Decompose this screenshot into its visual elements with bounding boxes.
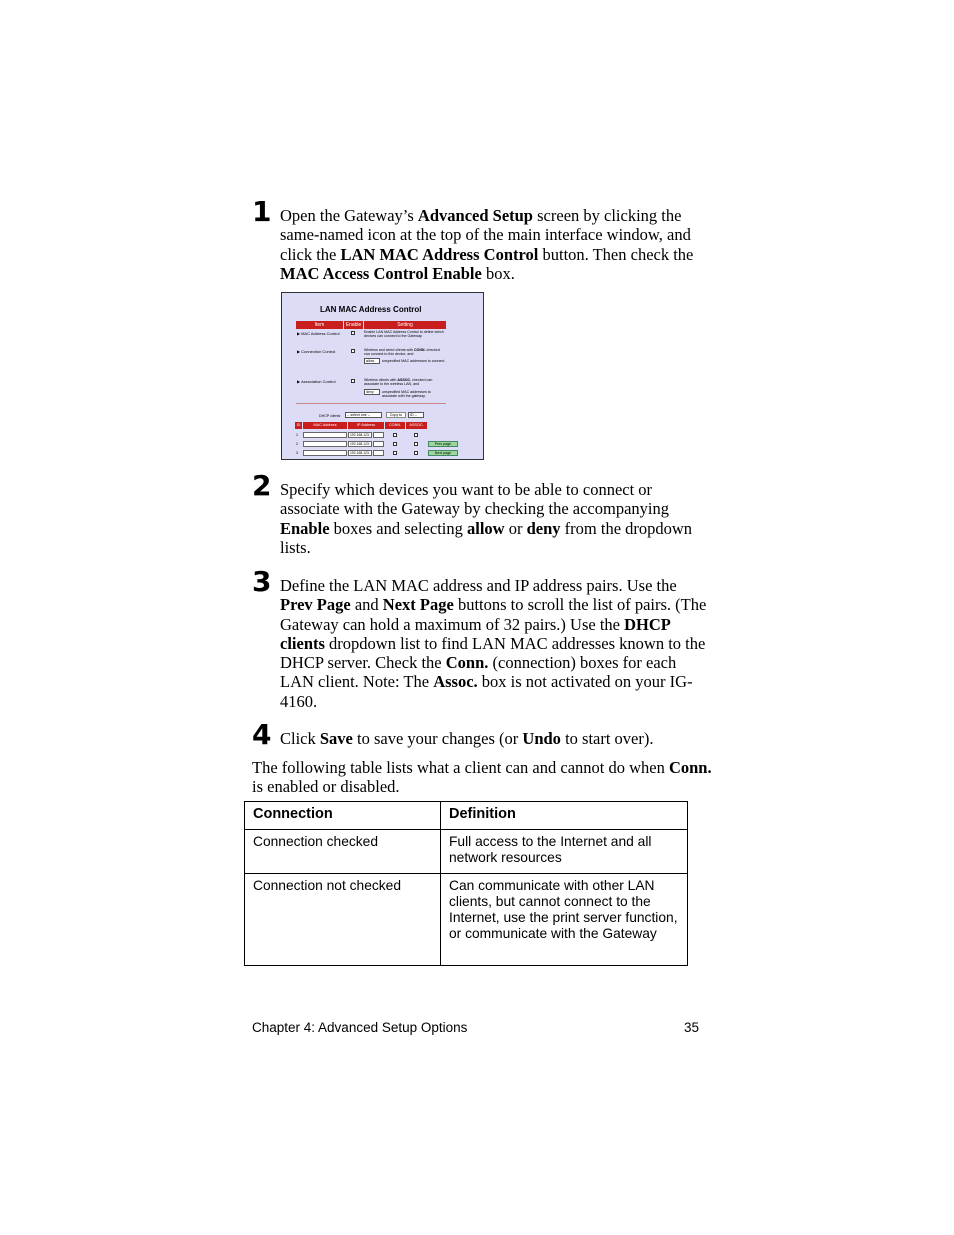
grid-row-id: 3	[296, 451, 298, 455]
header-setting: Setting	[364, 321, 446, 329]
association-deny-select[interactable]: deny	[364, 389, 380, 395]
row-label-connection-control: ▶ Connection Control	[297, 349, 335, 354]
dhcp-clients-label: DHCP clients	[319, 414, 341, 418]
lan-mac-address-control-screenshot	[281, 292, 484, 460]
footer-chapter: Chapter 4: Advanced Setup Options	[252, 1020, 468, 1035]
conn-checkbox[interactable]	[393, 433, 397, 437]
table-row	[245, 873, 688, 965]
ip-address-input[interactable]: 192.168.123.	[348, 432, 372, 438]
grid-header-id: ID	[296, 423, 301, 427]
conn-checkbox[interactable]	[393, 451, 397, 455]
grid-header-conn: CONN.	[385, 422, 405, 429]
mac-address-control-desc: Enable LAN MAC Address Control to define which devices can connect to the Gateway.	[364, 330, 444, 339]
ip-address-suffix-input[interactable]	[373, 441, 384, 447]
mac-address-input[interactable]	[303, 432, 347, 438]
step-text: Specify which devices you want to be able to connect or associate with the Gateway by checking the accompanying Enable boxes and selecting allow or deny from the dropdown lists.	[280, 480, 693, 557]
table-row	[245, 830, 688, 874]
definition-cell: Can communicate with other LAN clients, but cannot connect to the Internet, use the print server function, or communicate with the Gateway	[441, 873, 688, 965]
connection-control-desc: Wireless and wired clients with CONN. checked can connect to this device, and	[364, 348, 440, 357]
step-number: 3	[252, 565, 272, 598]
connection-allow-select[interactable]: allow	[364, 358, 380, 364]
ip-address-suffix-input[interactable]	[373, 450, 384, 456]
connection-cell: Connection not checked	[245, 873, 441, 965]
footer-page-number: 35	[684, 1020, 700, 1035]
mac-address-input[interactable]	[303, 450, 347, 456]
prev-page-button[interactable]: Prev page	[428, 441, 458, 447]
mac-address-input[interactable]	[303, 441, 347, 447]
row-label-association-control: ▶ Association Control	[297, 379, 336, 384]
connection-control-desc-tail: unspecified MAC addresses to connect.	[382, 359, 446, 363]
assoc-checkbox[interactable]	[414, 442, 418, 446]
association-control-desc: Wireless clients with ASSOC. checked can associate to the wireless LAN, and	[364, 378, 433, 387]
assoc-checkbox[interactable]	[414, 433, 418, 437]
step-text: Open the Gateway’s Advanced Setup screen by clicking the same-named icon at the top of the main interface window, and click the LAN MAC Address Control button. Then check the MAC Access Control Enable box.	[280, 206, 694, 283]
connection-control-enable-checkbox[interactable]	[351, 349, 355, 353]
header-item: Item	[296, 321, 343, 329]
step-text: Define the LAN MAC address and IP address pairs. Use the Prev Page and Next Page buttons to scroll the list of pairs. (The Gateway can hold a maximum of 32 pairs.) Use the DHCP clients dropdown list to find LAN MAC addresses known to the DHCP server. Check the Conn. (connection) boxes for each LAN client. Note: The Assoc. box is not activated on your IG-4160.	[280, 576, 707, 711]
table-intro: The following table lists what a client can and cannot do when Conn. is enabled or disabled.	[252, 758, 712, 797]
step-number: 1	[252, 195, 272, 228]
header-enable: Enable	[345, 322, 362, 328]
assoc-checkbox[interactable]	[414, 451, 418, 455]
step-number: 4	[252, 718, 272, 751]
ip-address-input[interactable]: 192.168.123.	[348, 441, 372, 447]
header-definition: Definition	[441, 802, 688, 830]
connection-cell: Connection checked	[245, 830, 441, 874]
copy-to-button[interactable]: Copy to	[386, 412, 406, 418]
grid-row-id: 1	[296, 433, 298, 437]
step-text: Click Save to save your changes (or Undo to start over).	[280, 729, 654, 748]
mac-address-control-enable-checkbox[interactable]	[351, 331, 355, 335]
grid-header-ip: IP Address	[348, 422, 384, 429]
conn-checkbox[interactable]	[393, 442, 397, 446]
ip-address-suffix-input[interactable]	[373, 432, 384, 438]
step-number: 2	[252, 469, 272, 502]
divider	[296, 403, 446, 404]
copy-to-id-select[interactable]: ID --	[408, 412, 424, 418]
table-header-row	[245, 802, 688, 830]
ip-address-input[interactable]: 192.168.123.	[348, 450, 372, 456]
association-control-desc-tail: unspecified MAC addresses to associate with the gateway.	[382, 390, 431, 399]
screenshot-title: LAN MAC Address Control	[320, 305, 422, 314]
association-control-enable-checkbox[interactable]	[351, 379, 355, 383]
grid-row-id: 2	[296, 442, 298, 446]
header-connection: Connection	[245, 802, 441, 830]
row-label-mac-address-control: ▶ MAC Address Control	[297, 331, 340, 336]
grid-header-assoc: ASSOC.	[406, 422, 427, 429]
dhcp-clients-select[interactable]: -- select one --	[345, 412, 382, 418]
grid-header-mac: MAC Address	[303, 422, 347, 429]
definition-cell: Full access to the Internet and all network resources	[441, 830, 688, 874]
connection-table	[244, 801, 688, 966]
next-page-button[interactable]: Next page	[428, 450, 458, 456]
